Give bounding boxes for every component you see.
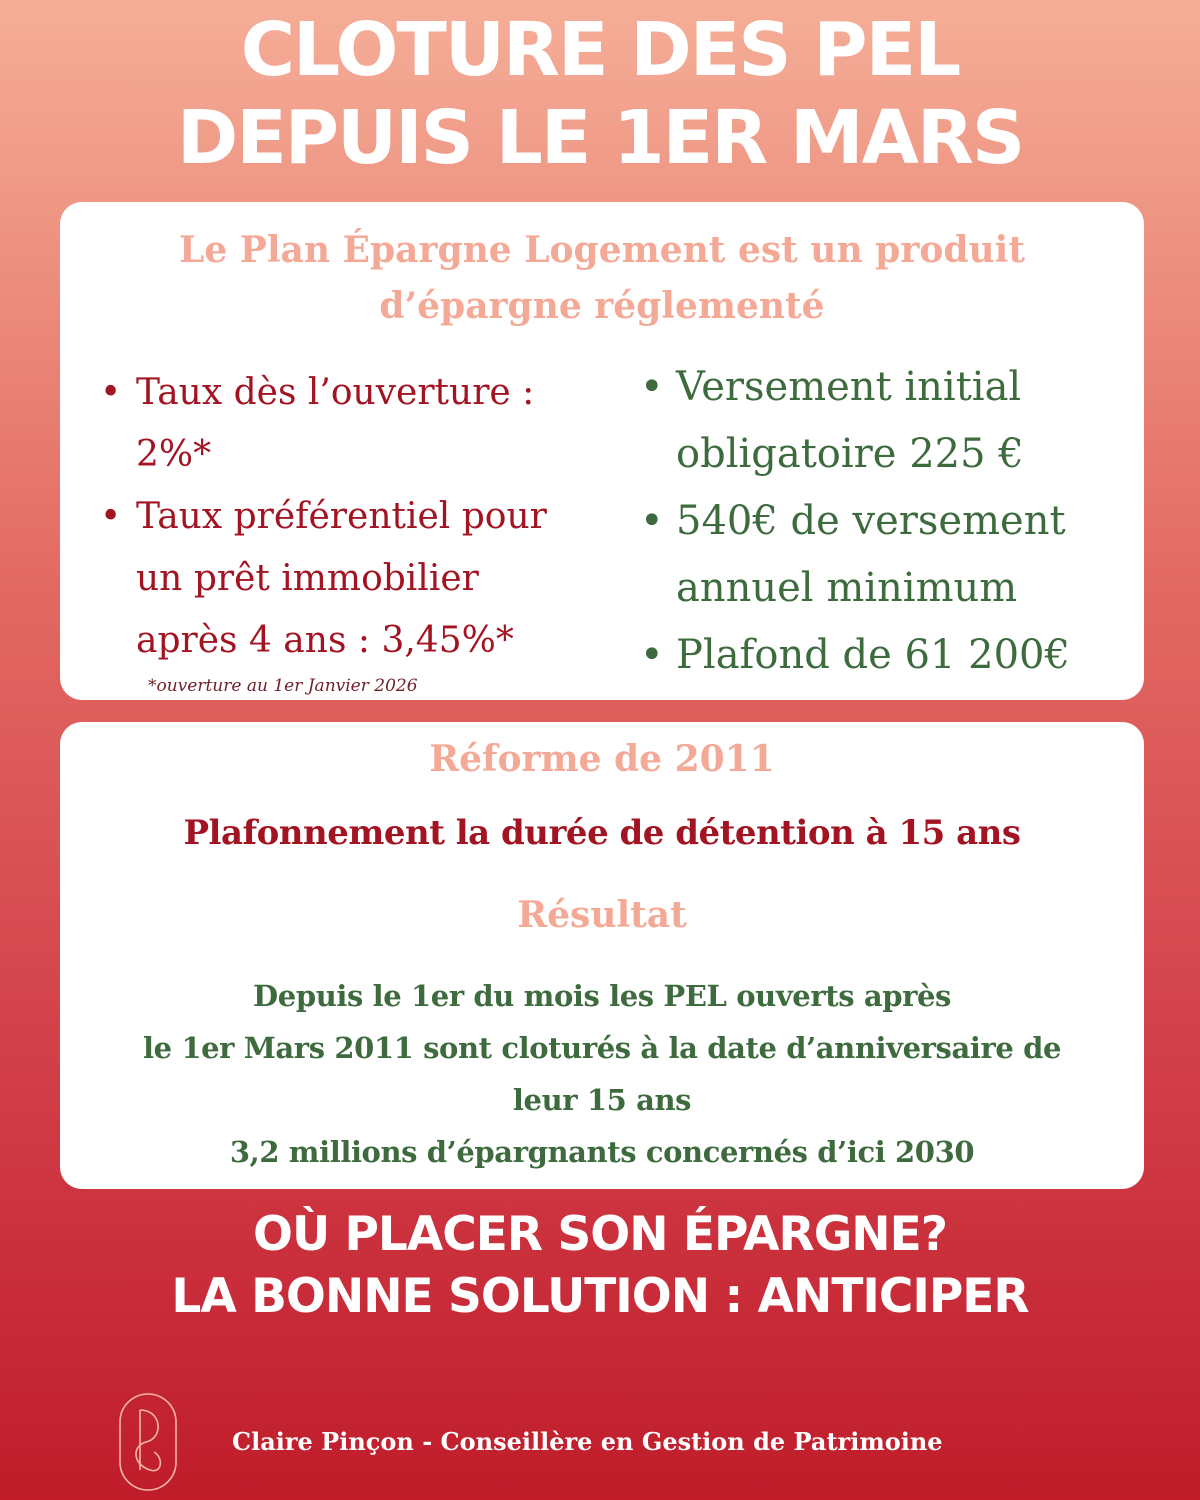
reform-heading: Réforme de 2011 xyxy=(429,738,775,780)
preferential-text-2: un prêt immobilier xyxy=(136,558,479,599)
result-line-4: 3,2 millions d’épargnants concernés d’ici 2030 xyxy=(229,1135,975,1169)
list-item-ceiling xyxy=(638,622,1130,689)
annual-deposit-text-2: annuel minimum xyxy=(676,565,1018,611)
cta-line-1: OÙ PLACER SON ÉPARGNE? xyxy=(253,1207,947,1262)
bullet-icon: • xyxy=(640,364,664,410)
reform-card xyxy=(60,722,1144,1189)
intro-line-1: Le Plan Épargne Logement est un produit xyxy=(179,229,1025,271)
intro-line-2: d’épargne réglementé xyxy=(379,285,825,327)
page-title xyxy=(0,6,1200,182)
ceiling-text: Plafond de xyxy=(676,632,905,678)
annual-deposit-value: 540€ xyxy=(676,498,778,544)
bullet-icon: • xyxy=(100,496,122,537)
rate-text: dès l’ouverture : xyxy=(222,372,535,413)
ceiling-value: 61 200€ xyxy=(904,632,1070,678)
preferential-years: 4 xyxy=(248,620,272,661)
cta-line-2: LA BONNE SOLUTION : ANTICIPER xyxy=(171,1269,1029,1324)
preferential-text-1: pour xyxy=(450,496,547,537)
bullet-icon: • xyxy=(640,498,664,544)
list-item-rate xyxy=(98,362,638,486)
title-line-1: CLOTURE DES PEL xyxy=(240,7,960,93)
title-line-2: DEPUIS LE 1ER MARS xyxy=(176,95,1024,181)
deposits-list xyxy=(638,354,1130,689)
reform-description: Plafonnement la durée de détention à 15 ans xyxy=(183,813,1021,853)
pel-info-card xyxy=(60,202,1144,700)
list-item-preferential-rate xyxy=(98,486,638,672)
initial-deposit-text-1: Versement initial xyxy=(676,364,1022,410)
monogram-logo-icon xyxy=(118,1392,178,1492)
preferential-rate-value: 3,45%* xyxy=(381,620,514,661)
call-to-action xyxy=(0,1204,1200,1328)
initial-deposit-text-2: obligatoire xyxy=(676,431,910,477)
preferential-rate-label: Taux préférentiel xyxy=(136,496,451,537)
preferential-text-4: ans : xyxy=(271,620,382,661)
result-text xyxy=(60,970,1144,1178)
rate-label: Taux xyxy=(136,372,223,413)
list-item-initial-deposit xyxy=(638,354,1130,488)
annual-deposit-text-1: de versement xyxy=(777,498,1066,544)
bullet-icon: • xyxy=(100,372,122,413)
footnote: *ouverture au 1er Janvier 2026 xyxy=(148,676,418,696)
preferential-text-3: après xyxy=(136,620,249,661)
result-heading: Résultat xyxy=(517,894,687,936)
pel-intro xyxy=(60,222,1144,334)
author-signature: Claire Pinçon - Conseillère en Gestion de Patrimoine xyxy=(232,1427,943,1456)
result-line-1: Depuis le 1er du mois les PEL ouverts après xyxy=(253,979,951,1013)
rate-value: 2%* xyxy=(136,434,212,475)
result-line-3: leur 15 ans xyxy=(512,1083,692,1117)
result-line-2: le 1er Mars 2011 sont cloturés à la date d’anniversaire de xyxy=(142,1031,1062,1065)
list-item-annual-deposit xyxy=(638,488,1130,622)
initial-deposit-value: 225 € xyxy=(909,431,1024,477)
bullet-icon: • xyxy=(640,632,664,678)
rates-list xyxy=(98,362,638,672)
